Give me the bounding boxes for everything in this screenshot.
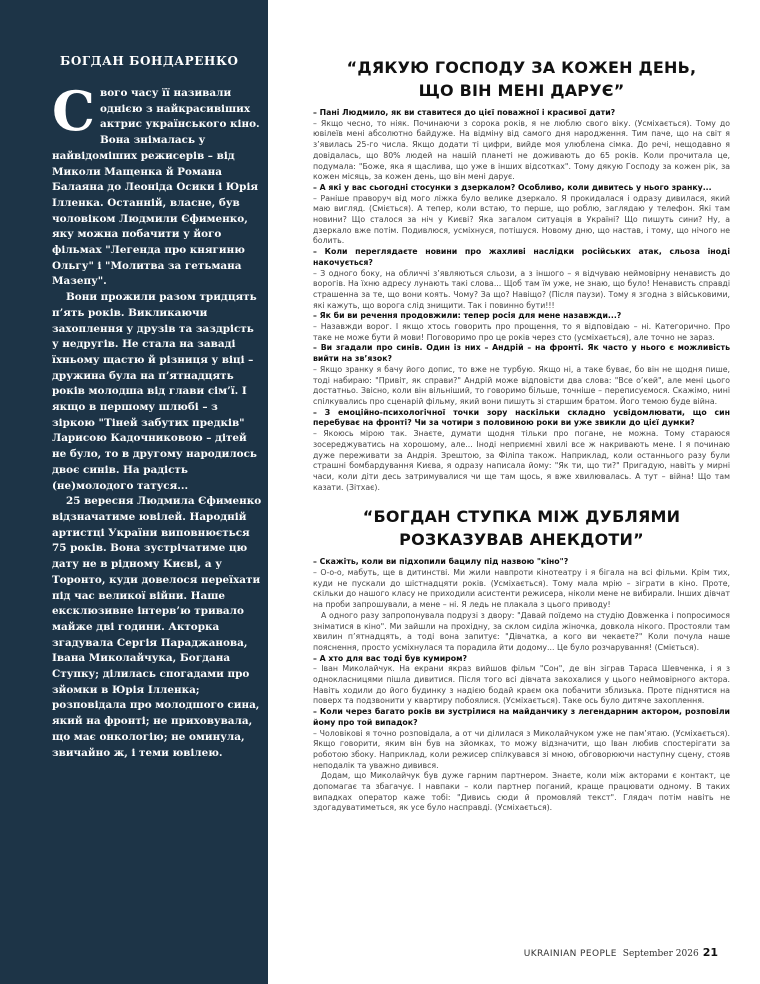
- intro-paragraph-3: 25 вересня Людмила Єфименко відзначатиме ювілей. Народній артистці України виповнюється 75 років. Вона зустрічатиме цю дату не в рідному Києві, а у Торонто, куди довелося переїхати під час великої війни. Наше ексклюзивне інтерв’ю тривало майже дві години. Акторка згадувала Сергія Параджанова, Івана Миколайчука, Богдана Ступку; ділилась спогадами про зйомки в Юрія Ілленка; розповідала про молодшого сина, який на фронті; не приховувала, що має онкологію; не оминула, звичайно ж, і теми ювілею.: [52, 495, 262, 759]
- interview-question: – Скажіть, коли ви підхопили бацилу під назвою "кіно"?: [313, 557, 569, 567]
- magazine-name: UKRAINIAN PEOPLE: [523, 949, 617, 959]
- author-name: БОГДАН БОНДАРЕНКО: [60, 54, 239, 68]
- article-body: [313, 50, 730, 814]
- interview-question: – Як би ви речення продовжили: тепер росія для мене назавжди...?: [313, 311, 622, 321]
- interview-answer: – Якщо зранку я бачу його допис, то вже не турбую. Якщо ні, а таке буває, бо він не щодня пише, тоді набираю: "Привіт, як справи?" Андрій може відповісти два слова: "Все о’кей", але мені цього достатньо. Звісно, коли він вільніший, то говоримо більше, точніше – переписуємося. Скажімо, нині спілкувались про сценарій фільму, який вони пишуть зі старшим братом. Його темою буде війна.: [313, 364, 730, 406]
- interview-answer: – Раніше праворуч від мого ліжка було велике дзеркало. Я прокидалася і одразу дивилася, який маю вигляд. (Сміється). А тепер, коли встаю, то перше, що роблю, заглядаю у телефон. Які там новини? Що сталося за ніч у Києві? Яка загалом ситуація в Україні? Що пишуть сини? Ну, а дзеркало вже потім. Подивлюся, усміхнуся, потішуся. Новому дню, що настав, і тому, що нічого не болить.: [313, 193, 730, 246]
- interview-question: – Ви згадали про синів. Один із них – Андрій – на фронті. Як часто у нього є можливість вийти на зв’язок?: [313, 343, 730, 364]
- interview-answer: А одного разу запропонувала подрузі з двору: "Давай поїдемо на студію Довженка і попросимося зніматися в кіно". Ми зайшли на прохідну, за склом сиділа жіночка, довкола нікого. Простояли там хвилин п’ятнадцять, а тоді вона запитує: "Дівчатка, а кого ви чекаєте?" Коли почула наше пояснення, просто усміхнулася та порадила йти додому... Це було розчарування! (Сміється).: [313, 610, 730, 652]
- interview-answer: – Якщо чесно, то ніяк. Починаючи з сорока років, я не люблю свого віку. (Усміхається). Тому до ювілеїв мені абсолютно байдуже. На відміну від самого дня народження. Тим паче, що на світ я з’явилась 25-го числа. Якщо додати ті цифри, вийде моя улюблена сімка. До речі, нещодавно я довідалась, що 80% людей на нашій планеті не доживають до 65 років. Коли прочитала це, подумала: "Боже, яка я щаслива, що уже в інших відсотках". Тому дякую Господу за кожен рік, за кожен місяць, за кожен день, що він мені дарує.: [313, 118, 730, 182]
- intro-text: [52, 79, 264, 761]
- interview-question: – Пані Людмило, як ви ставитеся до цієї поважної і красивої дати?: [313, 108, 616, 117]
- interview-section-1: [313, 108, 730, 493]
- drop-cap: С: [52, 79, 95, 143]
- interview-answer: – Іван Миколайчук. На екрани якраз вийшов фільм "Сон", де він зіграв Тараса Шевченка, і я з однокласницями пішла дивитися. Після того всі дівчата закохалися у цього неймовірного актора. Навіть ходили до його будинку з надією бодай краєм ока побачити зблизька. Проте піднятися на поверх та подзвонити у квартиру побоялися. (Усміхається). Таке ось було дитяче захоплення.: [313, 664, 730, 706]
- intro-paragraph-2: Вони прожили разом тридцять п’ять років. Викликаючи захоплення у друзів та заздрість у недругів. Не стала на заваді їхньому щастю й різниця у віці – дружина була на п’ятнадцять років молодша від глави сім’ї. І якщо в першому шлюбі – з зіркою "Тіней забутих предків" Ларисою Кадочниковою – дітей не було, то в другому народилось двоє синів. На радість (не)молодого татуся...: [52, 291, 257, 492]
- sidebar-panel: [0, 0, 268, 984]
- interview-question: – З емоційно-психологічної точки зору наскільки складно усвідомлювати, що син перебуває на фронті? Чи за чотири з половиною роки ви уже звикли до цієї думки?: [313, 407, 730, 428]
- section-headline-2: “БОГДАН СТУПКА МІЖ ДУБЛЯМИ РОЗКАЗУВАВ АНЕКДОТИ”: [362, 507, 681, 550]
- interview-answer: – Назавжди ворог. І якщо хтось говорить про прощення, то я відповідаю – ні. Категорично. Про таке не може бути й мови! Поговоримо про це років через сто (усміхається), але точно не зараз.: [313, 322, 730, 342]
- interview-answer: – О-о-о, мабуть, ще в дитинстві. Ми жили навпроти кінотеатру і я бігала на всі фільми. Крім тих, куди не пускали до шістнадцяти років. (Усміхається). Тому мала мрію – зіграти в кіно. Проте, скільки до нашого класу не приходили асистенти режисера, ніколи мене не вибирали. Інших дівчат на проби запрошували, а мене – ні. Я ледь не плакала з цього приводу!: [313, 568, 730, 610]
- issue-date: September 2026: [622, 949, 699, 959]
- interview-question: – А хто для вас тоді був кумиром?: [313, 653, 468, 663]
- interview-answer: – З одного боку, на обличчі з’являються сльози, а з іншого – я відчуваю неймовірну ненависть до ворогів. На їхню адресу лунають такі слова... Щоб там їм уже, не знаю, що було! Ненависть справді страшенна за те, що вони коять. Чому? За що? Навіщо? (Після паузи). Тому я згодна з військовими, які кажуть, що ворога слід знищити. Так і повинно бути!!!: [313, 268, 730, 310]
- interview-question: – Коли переглядаєте новини про жахливі наслідки російських атак, сльоза іноді накочується?: [313, 247, 730, 267]
- interview-question: – А які у вас сьогодні стосунки з дзеркалом? Особливо, коли дивитесь у нього зранку...: [313, 182, 712, 192]
- interview-section-2: [313, 557, 730, 814]
- interview-answer: – Якоюсь мірою так. Знаєте, думати щодня тільки про погане, не можна. Тому стараюся зосереджуватись на хорошому, але... Іноді неприємні хвилі все ж накривають мене. І я починаю дуже переживати за Андрія. Зрештою, за Філіпа також. Наприклад, коли останнього разу були страшні бомбардування Києва, я одразу написала йому: "Як ти, що ти?" Пригадую, навіть у мирні часи, коли діти десь затримувалися чи ще там щось, я вже хвилювалась. А тут – війна! Що там казати. (Зітхає).: [313, 429, 730, 492]
- interview-answer: Додам, що Миколайчук був дуже гарним партнером. Знаєте, коли між акторами є контакт, це допомагає та збагачує. І навпаки – коли партнер поганий, краще працювати одному. В таких випадках оператор каже тобі: "Дивись сюди й промовляй текст". Глядач потім навіть не здогадуватиметься, як усе було насправді. (Усміхається).: [313, 771, 730, 813]
- page-footer: [524, 946, 718, 959]
- page-number: 21: [702, 946, 718, 959]
- section-headline-1: “ДЯКУЮ ГОСПОДУ ЗА КОЖЕН ДЕНЬ, ЩО ВІН МЕНІ ДАРУЄ”: [346, 58, 697, 100]
- interview-answer: – Чоловікові я точно розповідала, а от чи ділилася з Миколайчуком уже не пам’ятаю. (Усміхається). Якщо говорити, яким він був на зйомках, то можу відзначити, що Іван любив спостерігати за роботою збоку. Наприклад, коли режисер спілкувався зі мною, обговорюючи наступну сцену, стояв неподалік та уважно дивився.: [313, 728, 730, 770]
- interview-question: – Коли через багато років ви зустрілися на майданчику з легендарним актором, розповіли йому про той випадок?: [313, 707, 730, 727]
- intro-paragraph-1: вого часу її називали однією з найкрасивіших актрис українського кіно. Вона знімалась у найвідоміших режисерів – від Миколи Мащенка й Романа Балаяна до Леоніда Осики і Юрія Ілленка. Останній, власне, був чоловіком Людмили Єфименко, яку можна побачити у його фільмах "Легенда про княгиню Ольгу" і "Молитва за гетьмана Мазепу".: [52, 87, 260, 288]
